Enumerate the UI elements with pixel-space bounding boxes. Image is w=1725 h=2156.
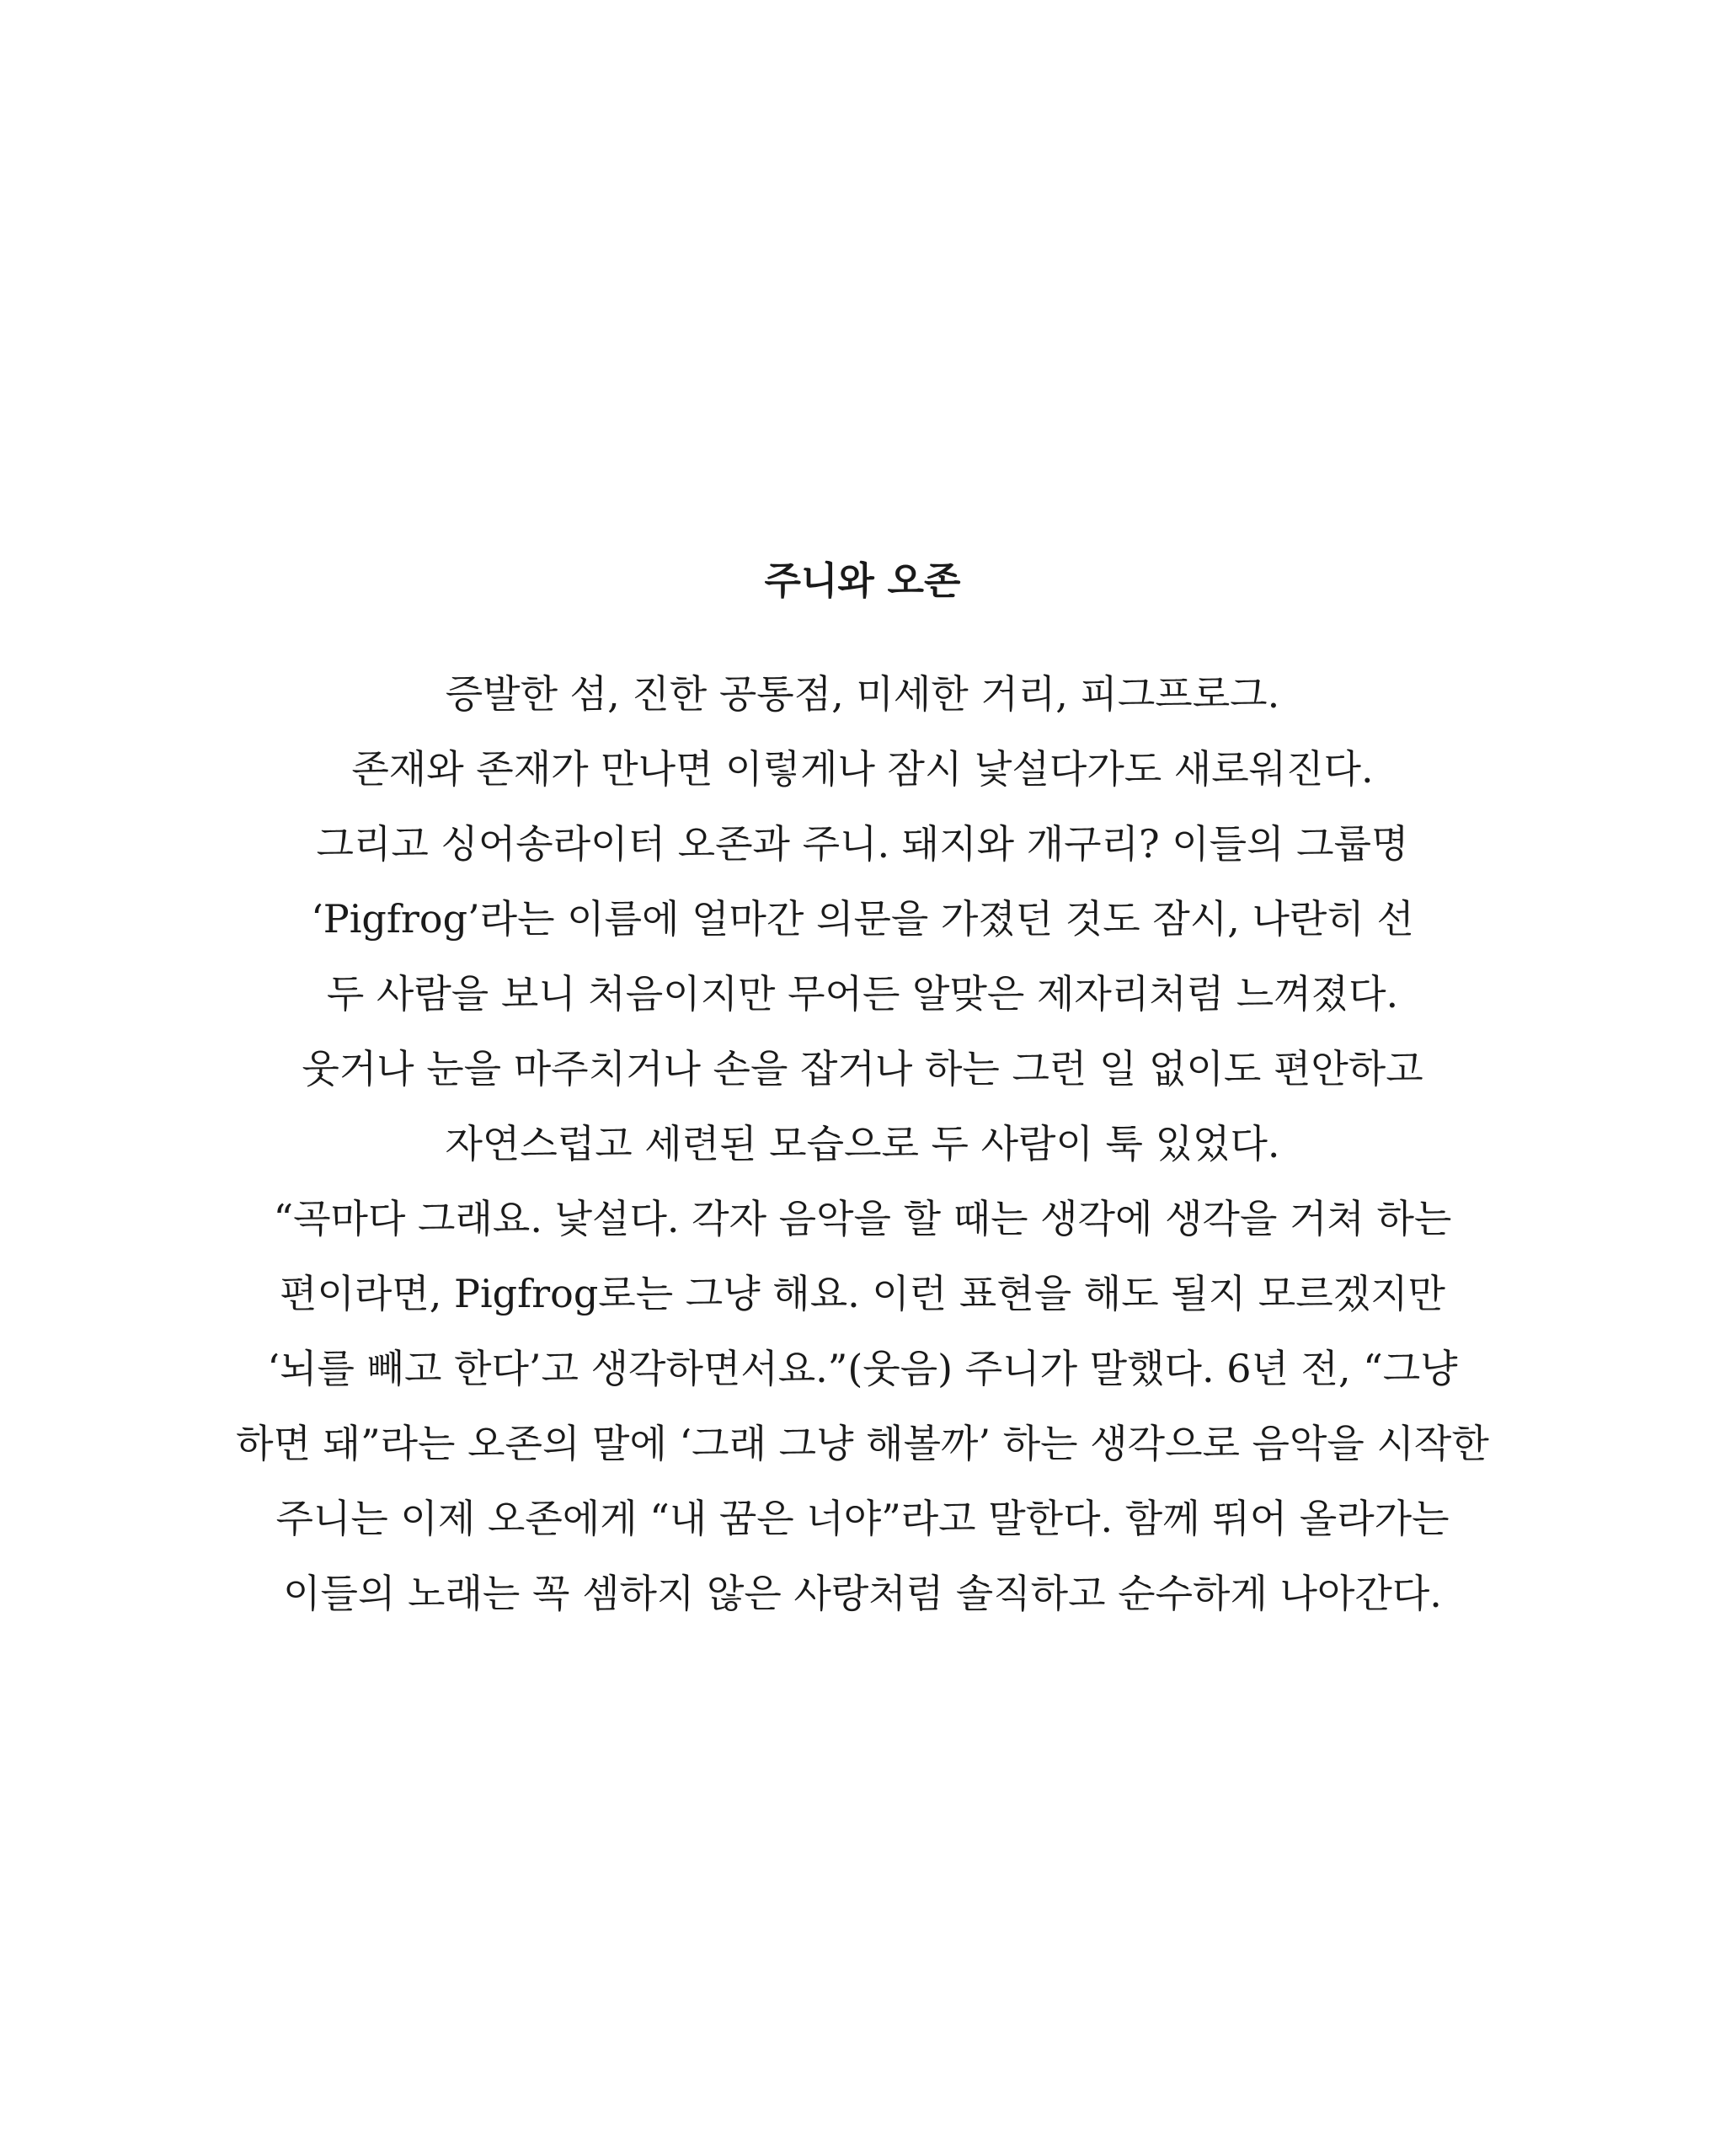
body-line: 증발한 섬, 진한 공통점, 미세한 거리, 피그프로그.	[445, 671, 1280, 717]
body-line: ‘Pigfrog’라는 이름에 얼마간 의문을 가졌던 것도 잠시, 나란히 선	[311, 896, 1414, 942]
body-line: 이들의 노래는 꼭 셈하지 않은 사랑처럼 솔직하고 순수하게 나아간다.	[283, 1571, 1442, 1616]
body-line: ‘뇌를 빼고 한다’고 생각하면서요.”(웃음) 주니가 말했다. 6년 전, “그냥	[267, 1346, 1458, 1391]
body-line: 자연스럽고 세련된 모습으로 두 사람이 툭 있었다.	[445, 1121, 1280, 1166]
article-title: 주니와 오존	[764, 558, 961, 603]
body-line: 웃거나 눈을 마주치거나 손을 잡거나 하는 그런 일 없이도 편안하고	[302, 1046, 1423, 1091]
body-line: 그리고 싱어송라이터 오존과 주니. 돼지와 개구리? 이들의 그룹명	[316, 821, 1409, 867]
body-line: 하면 돼”라는 오존의 말에 ‘그래 그냥 해볼까’ 하는 생각으로 음악을 시작한	[236, 1421, 1489, 1466]
body-line: 주니는 이제 오존에게 “내 꿈은 너야”라고 말한다. 함께 뛰어 올라가는	[275, 1496, 1450, 1541]
body-line: 존재와 존재가 만나면 이렇게나 잠시 낯설다가도 새로워진다.	[351, 746, 1374, 792]
body-line: “곡마다 그래요. 낯설다. 각자 음악을 할 때는 생각에 생각을 거쳐 하는	[273, 1196, 1452, 1241]
article-body	[0, 657, 1725, 1631]
body-line: 두 사람을 보니 처음이지만 무어든 알맞은 제자리처럼 느껴졌다.	[326, 971, 1399, 1017]
body-line: 편이라면, Pigfrog로는 그냥 해요. 이런 표현을 해도 될지 모르겠지만	[280, 1271, 1445, 1316]
